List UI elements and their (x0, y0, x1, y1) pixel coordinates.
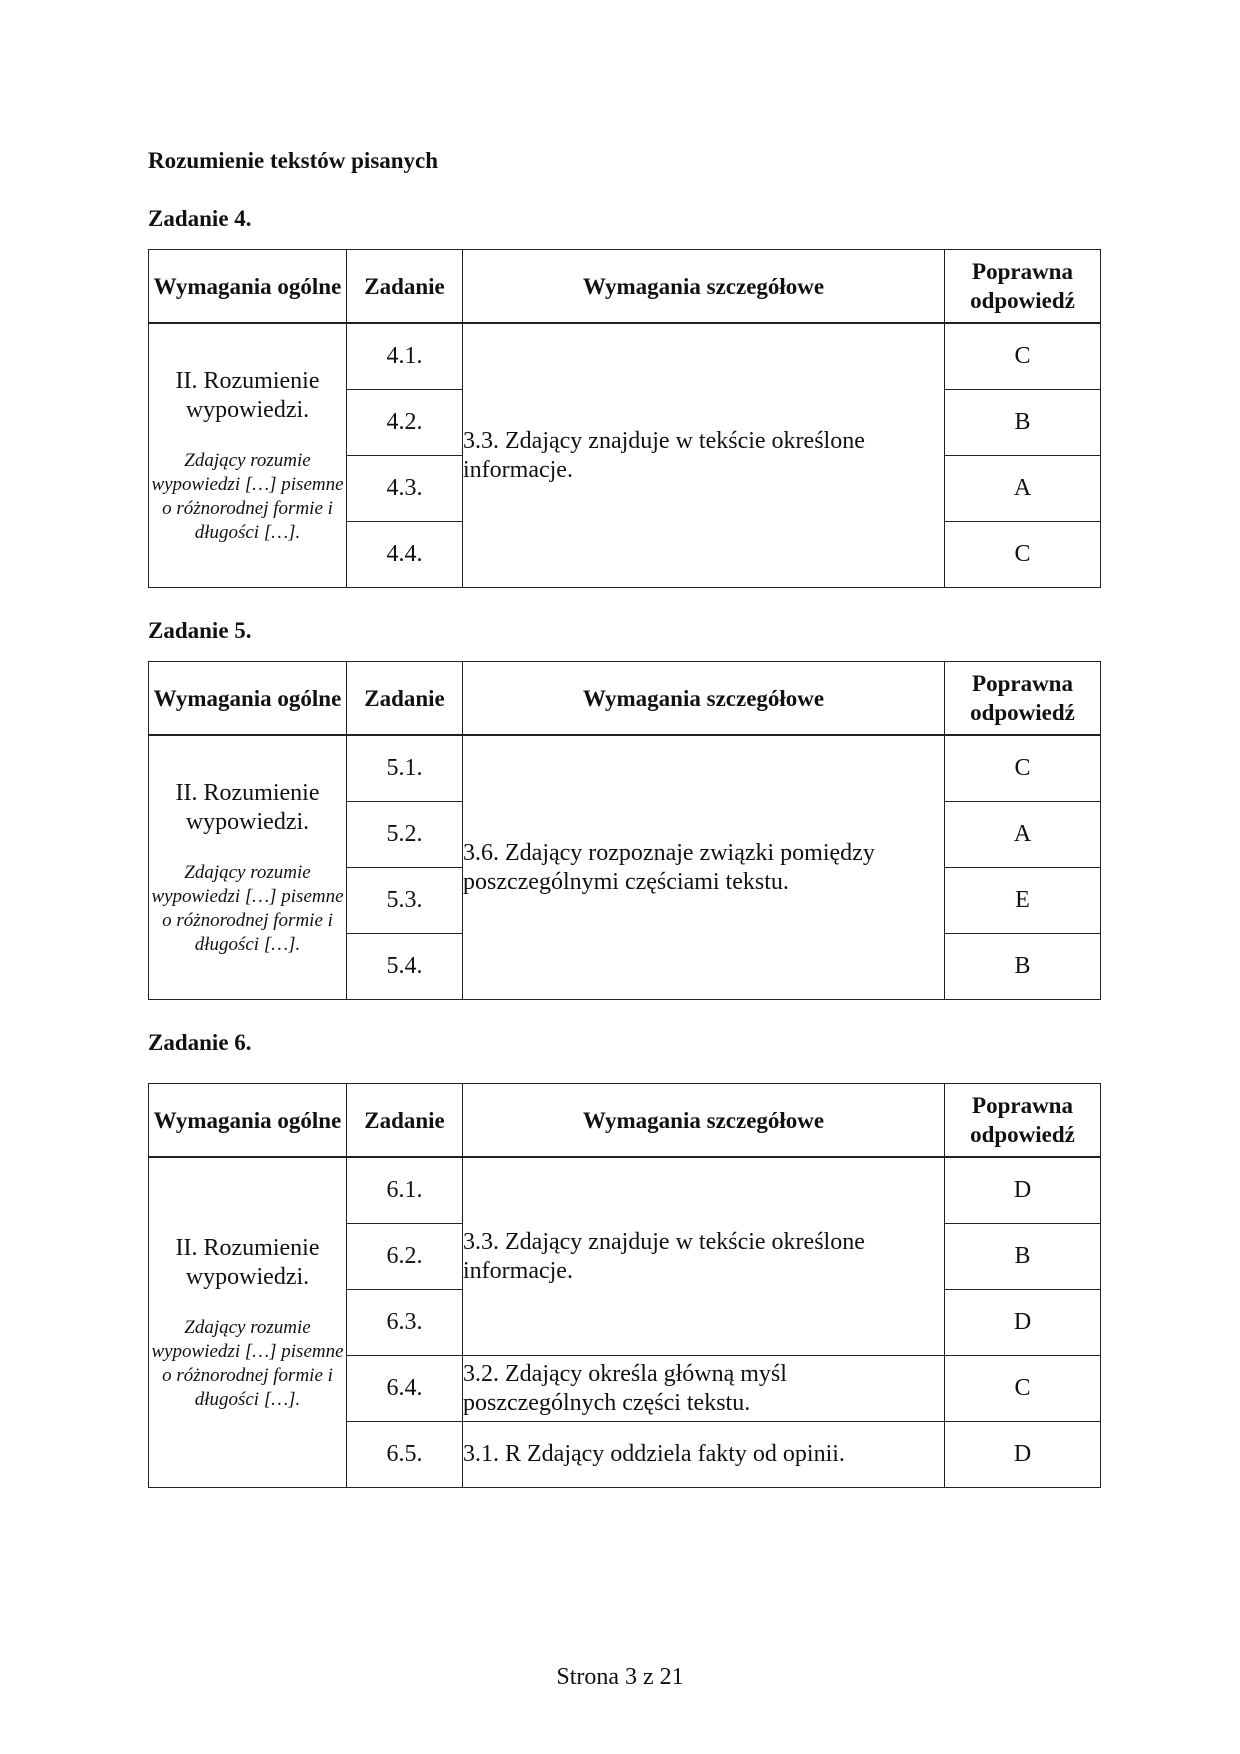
task-number: 6.5. (347, 1422, 463, 1488)
table-row (149, 1157, 1101, 1224)
correct-answer: D (945, 1422, 1101, 1488)
task-6-label: Zadanie 6. (148, 1030, 252, 1055)
section-title: Rozumienie tekstów pisanych (148, 148, 439, 173)
table-row (149, 323, 1101, 390)
header-answer: Poprawna odpowiedź (945, 662, 1101, 736)
header-answer: Poprawna odpowiedź (945, 250, 1101, 324)
general-requirement-title: II. Rozumienie wypowiedzi. (175, 367, 320, 423)
task-number: 6.3. (347, 1290, 463, 1356)
task-number: 4.2. (347, 390, 463, 456)
general-requirement-cell (149, 735, 347, 1000)
correct-answer: C (945, 1356, 1101, 1422)
header-detail: Wymagania szczegółowe (463, 250, 945, 324)
correct-answer: C (945, 323, 1101, 390)
table-header-row (149, 662, 1101, 736)
task-number: 6.2. (347, 1224, 463, 1290)
header-task: Zadanie (347, 662, 463, 736)
task-number: 5.3. (347, 868, 463, 934)
header-general: Wymagania ogólne (149, 1084, 347, 1158)
correct-answer: B (945, 934, 1101, 1000)
task-4-label: Zadanie 4. (148, 206, 252, 231)
header-answer: Poprawna odpowiedź (945, 1084, 1101, 1158)
detail-requirement: 3.3. Zdający znajduje w tekście określone informacje. (463, 1157, 945, 1356)
task-4-table (148, 249, 1101, 588)
task-number: 5.2. (347, 802, 463, 868)
task-number: 5.4. (347, 934, 463, 1000)
detail-requirement: 3.1. R Zdający oddziela fakty od opinii. (463, 1422, 945, 1488)
header-task: Zadanie (347, 1084, 463, 1158)
task-5-label: Zadanie 5. (148, 618, 252, 643)
general-requirement-description: Zdający rozumie wypowiedzi […] pisemne o różnorodnej formie i długości […]. (151, 1316, 344, 1410)
general-requirement-cell (149, 323, 347, 588)
general-requirement-title: II. Rozumienie wypowiedzi. (175, 779, 320, 835)
header-general: Wymagania ogólne (149, 662, 347, 736)
general-requirement-title: II. Rozumienie wypowiedzi. (175, 1234, 320, 1290)
table-row (149, 735, 1101, 802)
task-number: 4.3. (347, 456, 463, 522)
correct-answer: C (945, 522, 1101, 588)
header-detail: Wymagania szczegółowe (463, 662, 945, 736)
task-number: 6.4. (347, 1356, 463, 1422)
header-task: Zadanie (347, 250, 463, 324)
task-6-table (148, 1083, 1101, 1488)
detail-requirement: 3.3. Zdający znajduje w tekście określone informacje. (463, 323, 945, 588)
correct-answer: A (945, 802, 1101, 868)
correct-answer: D (945, 1290, 1101, 1356)
detail-requirement: 3.2. Zdający określa główną myśl poszczególnych części tekstu. (463, 1356, 945, 1422)
task-5-table (148, 661, 1101, 1000)
table-header-row (149, 250, 1101, 324)
detail-requirement: 3.6. Zdający rozpoznaje związki pomiędzy poszczególnymi częściami tekstu. (463, 735, 945, 1000)
general-requirement-description: Zdający rozumie wypowiedzi […] pisemne o różnorodnej formie i długości […]. (151, 861, 344, 955)
table-header-row (149, 1084, 1101, 1158)
task-number: 6.1. (347, 1157, 463, 1224)
header-detail: Wymagania szczegółowe (463, 1084, 945, 1158)
correct-answer: D (945, 1157, 1101, 1224)
task-number: 4.1. (347, 323, 463, 390)
correct-answer: B (945, 1224, 1101, 1290)
correct-answer: E (945, 868, 1101, 934)
task-number: 4.4. (347, 522, 463, 588)
correct-answer: B (945, 390, 1101, 456)
task-number: 5.1. (347, 735, 463, 802)
correct-answer: A (945, 456, 1101, 522)
correct-answer: C (945, 735, 1101, 802)
general-requirement-description: Zdający rozumie wypowiedzi […] pisemne o różnorodnej formie i długości […]. (151, 449, 344, 543)
general-requirement-cell (149, 1157, 347, 1488)
header-general: Wymagania ogólne (149, 250, 347, 324)
page-footer: Strona 3 z 21 (556, 1664, 684, 1690)
